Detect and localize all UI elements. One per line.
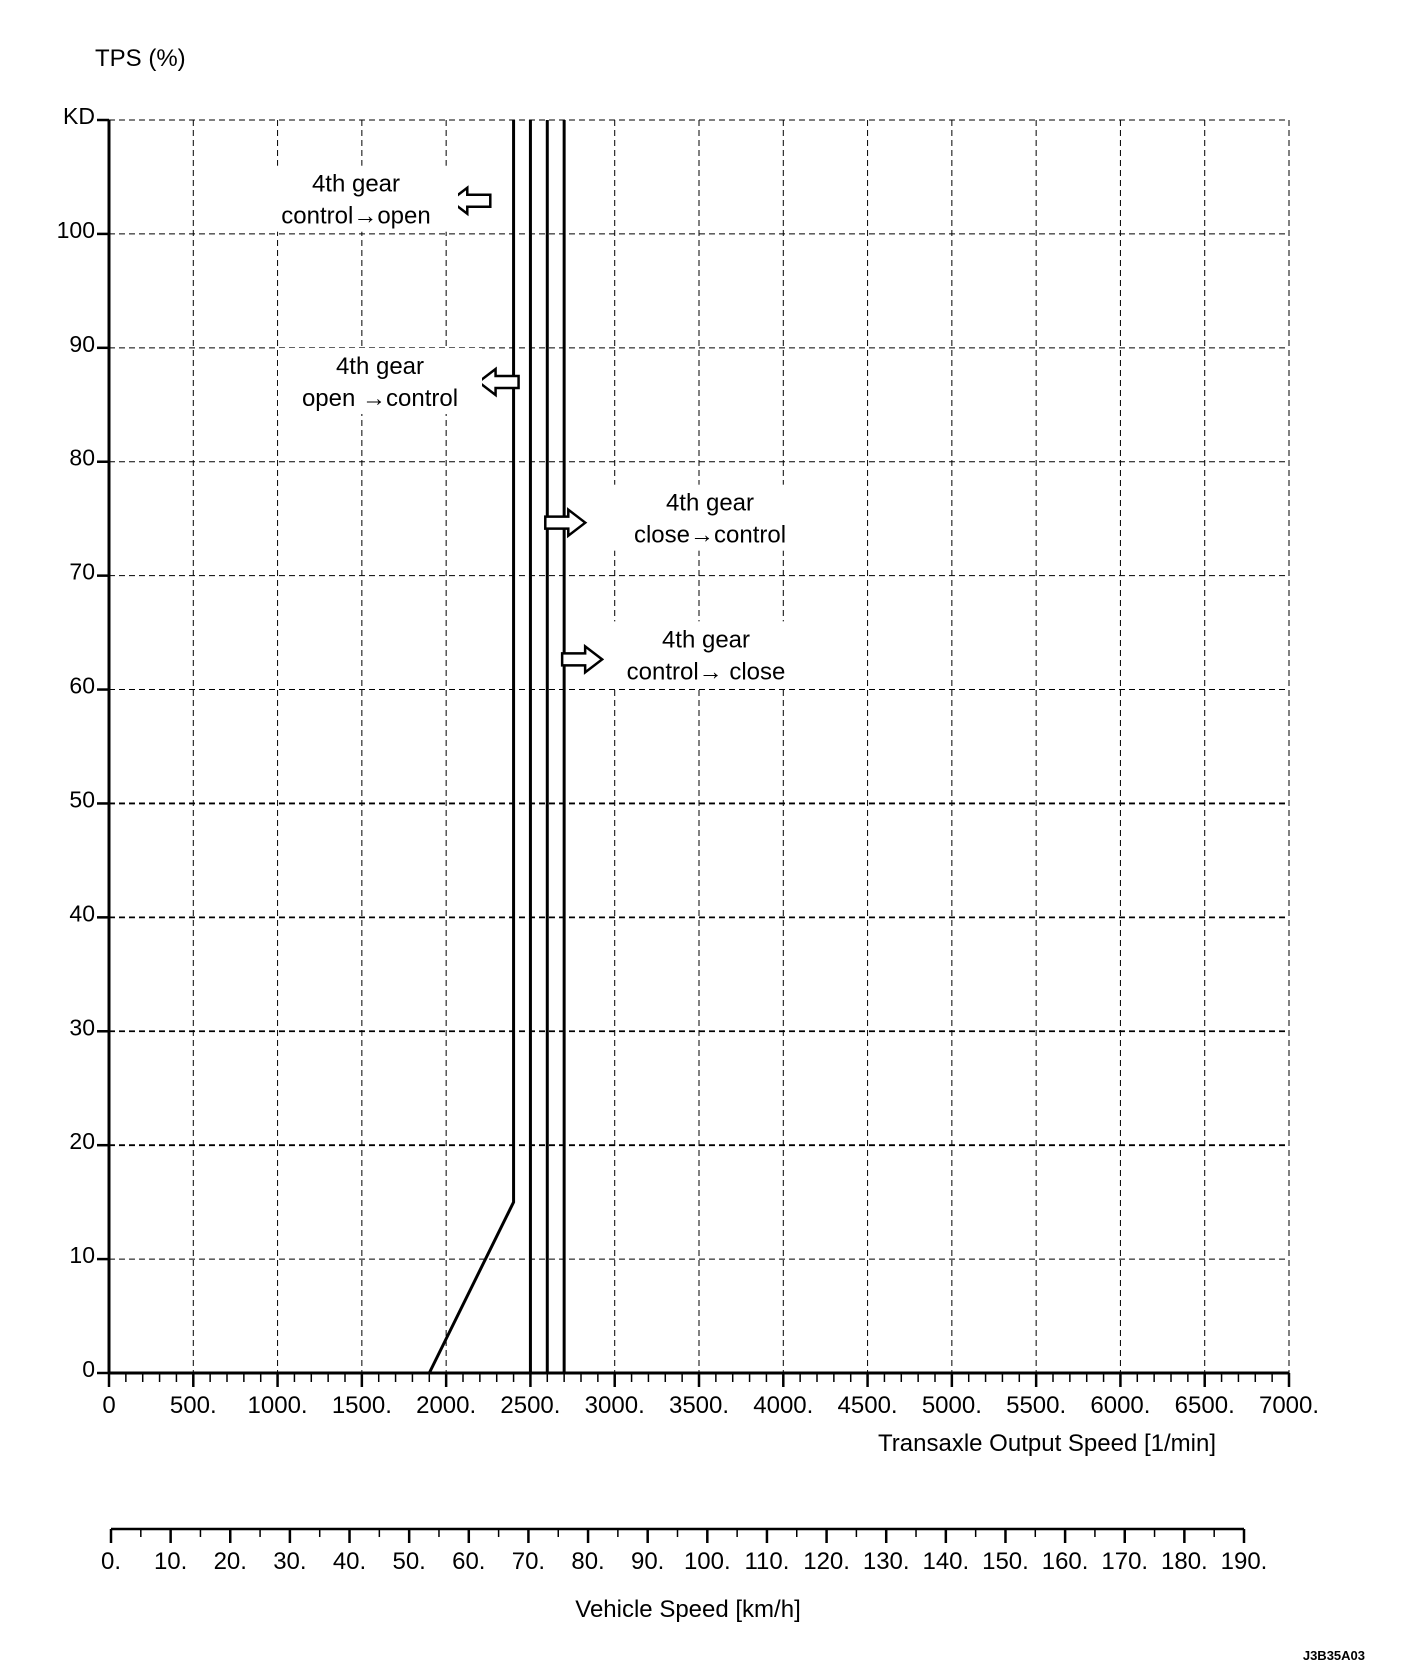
vehicle-speed-tick-label: 90. — [630, 1548, 665, 1575]
x-tick-label: 3500. — [668, 1392, 730, 1419]
x-axis-title: Transaxle Output Speed [1/min] — [878, 1430, 1216, 1457]
vehicle-speed-tick-label: 130. — [862, 1548, 910, 1575]
y-tick-label: 30 — [69, 1014, 95, 1041]
x-tick-label: 5500. — [1006, 1392, 1067, 1419]
y-tick-label: 70 — [69, 558, 95, 585]
vehicle-speed-tick-label: 170. — [1101, 1548, 1149, 1575]
vehicle-speed-tick-label: 70. — [511, 1548, 546, 1575]
vehicle-speed-tick-label: 10. — [153, 1548, 188, 1575]
y-tick-label: 20 — [69, 1128, 95, 1155]
annotations — [254, 166, 812, 688]
vehicle-speed-tick-label: 100. — [683, 1548, 731, 1575]
annotation-line-2: close→control — [633, 521, 787, 549]
vehicle-speed-tick-label: 110. — [744, 1548, 790, 1575]
x-tick-label: 6000. — [1090, 1392, 1151, 1419]
annotation-line-1: 4th gear — [661, 626, 751, 654]
vehicle-speed-tick-label: 80. — [571, 1548, 605, 1575]
vehicle-speed-tick-label: 30. — [273, 1548, 307, 1575]
shift-lines — [429, 120, 564, 1373]
y-tick-label: 100 — [56, 216, 95, 243]
vehicle-speed-axis-title: Vehicle Speed [km/h] — [575, 1596, 801, 1623]
x-tick-label: 7000. — [1258, 1392, 1320, 1419]
figure-code: J3B35A03 — [1302, 1648, 1365, 1663]
annotation-3 — [545, 485, 812, 551]
annotation-line-1: 4th gear — [311, 170, 401, 198]
y-tick-label: 40 — [69, 900, 95, 927]
x-tick-label: 1500. — [331, 1392, 392, 1419]
vehicle-speed-tick-label: 50. — [392, 1548, 426, 1575]
x-tick-label: 500. — [169, 1392, 217, 1419]
vehicle-speed-tick-label: 150. — [982, 1548, 1029, 1575]
vehicle-speed-tick-label: 160. — [1041, 1548, 1089, 1575]
vehicle-speed-tick-label: 20. — [213, 1548, 247, 1575]
annotation-2 — [278, 348, 519, 414]
annotation-line-2: control→open — [281, 202, 431, 230]
y-tick-label: 10 — [69, 1242, 95, 1269]
y-tick-label: 80 — [69, 444, 95, 471]
shift-line-1 — [429, 120, 513, 1373]
x-tick-label: 2000. — [416, 1392, 477, 1419]
annotation-4 — [562, 621, 808, 687]
x-tick-label: 0 — [102, 1392, 116, 1419]
y-tick-label: KD — [63, 103, 95, 129]
vehicle-speed-tick-label: 180. — [1161, 1548, 1208, 1575]
vehicle-speed-tick-label: 140. — [922, 1548, 970, 1575]
annotation-1 — [254, 166, 490, 232]
vehicle-speed-tick-label: 40. — [332, 1548, 367, 1575]
y-tick-label: 0 — [82, 1356, 95, 1382]
vehicle-speed-tick-label: 0. — [100, 1548, 122, 1575]
vehicle-speed-tick-label: 120. — [803, 1548, 850, 1575]
x-tick-label: 3000. — [584, 1392, 645, 1419]
annotation-line-1: 4th gear — [335, 352, 425, 380]
x-tick-label: 4000. — [753, 1392, 814, 1419]
x-tick-label: 4500. — [837, 1392, 898, 1419]
grid — [109, 120, 1289, 1373]
annotation-line-1: 4th gear — [665, 489, 755, 517]
y-tick-label: 50 — [69, 786, 95, 813]
annotation-line-2: control→ close — [626, 658, 786, 686]
x-tick-label: 2500. — [500, 1392, 561, 1419]
y-tick-label: 60 — [69, 672, 95, 699]
x-tick-label: 5000. — [921, 1392, 982, 1419]
annotation-line-2: open →control — [301, 384, 459, 412]
x-tick-label: 1000. — [247, 1392, 308, 1419]
axes — [57, 103, 1319, 1575]
y-axis-title: TPS (%) — [95, 45, 186, 72]
x-tick-label: 6500. — [1174, 1392, 1235, 1419]
vehicle-speed-tick-label: 60. — [452, 1548, 486, 1575]
shift-arrow-icon — [562, 646, 602, 672]
vehicle-speed-tick-label: 190. — [1220, 1548, 1268, 1575]
y-tick-label: 90 — [69, 330, 95, 357]
